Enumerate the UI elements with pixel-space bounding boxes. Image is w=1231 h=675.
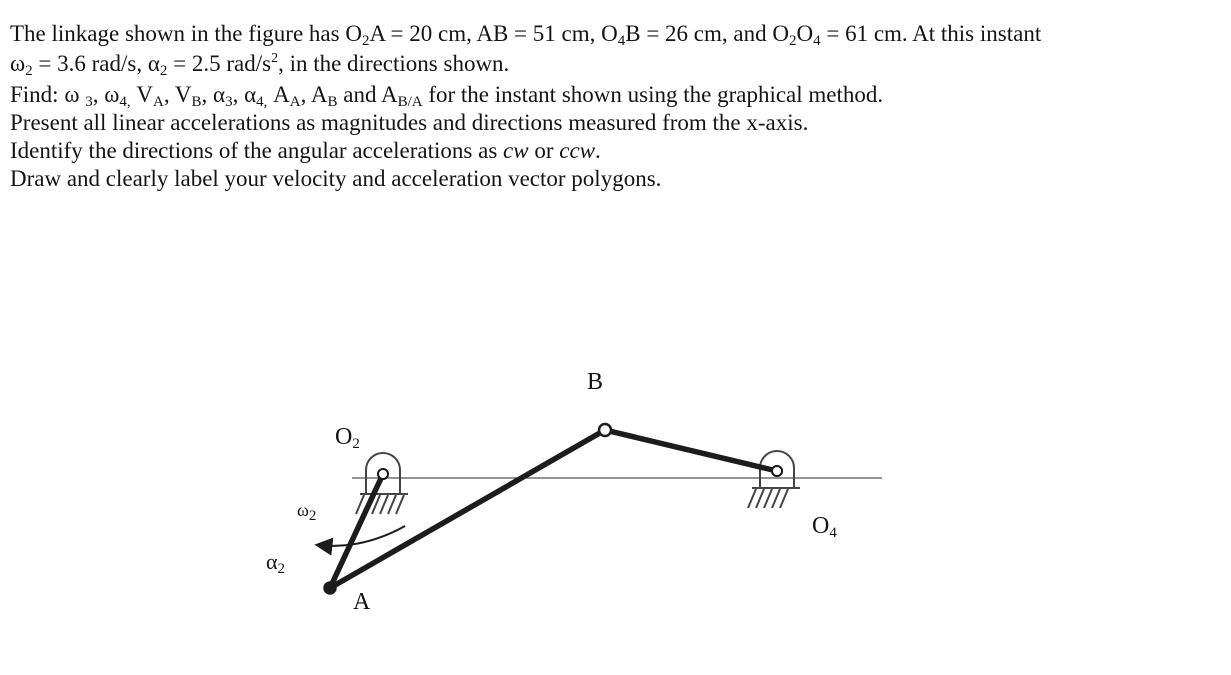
link-o4b (605, 430, 777, 471)
text: Identify the directions of the angular accelerations as (10, 138, 504, 163)
text: ω (10, 51, 26, 76)
text: The linkage shown in the figure has O (10, 21, 362, 46)
subscript: 2 (25, 63, 33, 79)
label-alpha2 (266, 549, 286, 577)
text: O (796, 21, 814, 46)
text: , ω (92, 82, 120, 107)
pin-o2 (378, 469, 388, 479)
label-main: ω (297, 500, 309, 520)
link-ab (330, 430, 605, 588)
text: , A (300, 82, 328, 107)
text: , α (201, 82, 226, 107)
subscript: B (191, 94, 202, 110)
text: , in the directions shown. (278, 51, 510, 76)
text: = 2.5 rad/s (167, 51, 272, 76)
subscript: B (327, 94, 338, 110)
subscript: 3 (85, 94, 93, 110)
text: Find: ω (10, 82, 86, 107)
label-subscript: 2 (308, 508, 317, 524)
text: = 61 cm. At this instant (820, 21, 1042, 46)
text: . (595, 138, 601, 163)
label-omega2 (297, 498, 316, 522)
subscript: 4 (813, 33, 821, 49)
text: , V (163, 82, 192, 107)
ccw-term: ccw (559, 138, 596, 163)
label-main: α (266, 549, 278, 574)
pivot-o2-support (356, 453, 408, 514)
text: B = 26 cm, and O (625, 21, 789, 46)
label-subscript: 4 (829, 525, 837, 541)
problem-line-4: Present all linear accelerations as magnitudes and directions measured from the x-axis. (10, 110, 809, 135)
label-subscript: 2 (277, 561, 286, 577)
label-subscript: 2 (352, 436, 360, 452)
label-o4 (812, 513, 837, 541)
label-a: A (353, 589, 371, 615)
text: V (130, 82, 153, 107)
text: A (267, 82, 290, 107)
pin-a (324, 582, 336, 594)
label-main: O (812, 513, 830, 539)
problem-line-6: Draw and clearly label your velocity and acceleration vector polygons. (10, 166, 662, 191)
subscript: 2 (788, 33, 797, 49)
pin-b (599, 424, 611, 436)
label-o2 (335, 424, 360, 452)
subscript: 4, (256, 94, 268, 110)
subscript: 4, (119, 94, 131, 110)
subscript: A (289, 94, 301, 110)
text: = 3.6 rad/s, α (32, 51, 160, 76)
label-main: O (335, 424, 353, 450)
text: or (528, 138, 560, 163)
text: and A (337, 82, 398, 107)
text: for the instant shown using the graphical method. (422, 82, 884, 107)
subscript: 3 (225, 94, 233, 110)
pivot-o4-support (748, 451, 800, 508)
cw-term: cw (503, 138, 529, 163)
label-b: B (587, 369, 604, 395)
subscript: 4 (617, 33, 626, 49)
superscript: 2 (271, 51, 279, 66)
text: , α (232, 82, 257, 107)
subscript: 2 (159, 63, 168, 79)
subscript: A (152, 94, 164, 110)
pin-o4 (772, 466, 782, 476)
text: A = 20 cm, AB = 51 cm, O (369, 21, 618, 46)
omega2-arrow (318, 526, 405, 546)
subscript: B/A (397, 94, 423, 110)
subscript: 2 (361, 33, 370, 49)
